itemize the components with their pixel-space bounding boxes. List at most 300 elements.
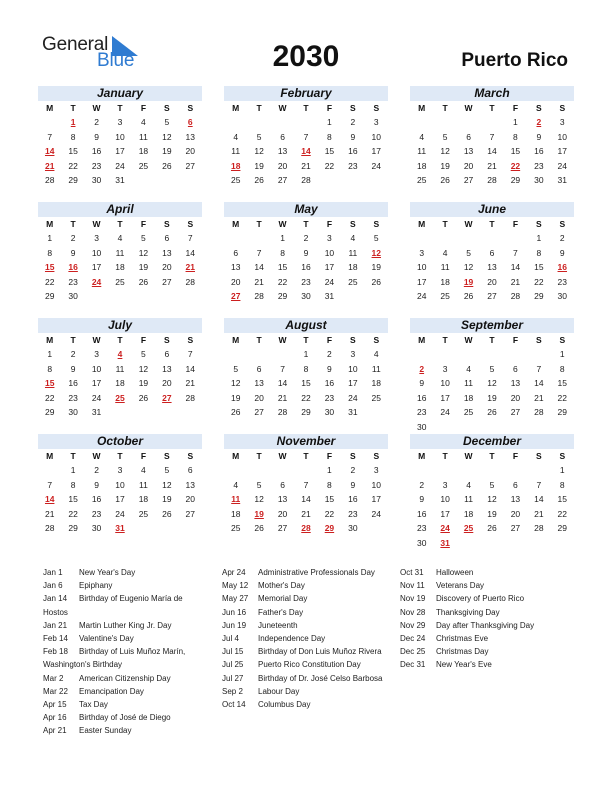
day: 15: [534, 262, 544, 273]
weekday-label: T: [70, 219, 76, 229]
weekday-label: T: [256, 335, 262, 345]
weekday-label: M: [232, 103, 240, 113]
day: 24: [440, 407, 450, 418]
day-grid: [410, 101, 574, 188]
holiday-entry: [400, 645, 580, 658]
day: 9: [559, 247, 565, 258]
day-empty: [480, 115, 503, 130]
weekday-label: M: [232, 219, 240, 229]
holiday-date: Nov 11: [400, 581, 425, 591]
holiday-entry: [43, 619, 203, 632]
day-grid: [410, 449, 574, 551]
brand-logo: [42, 32, 142, 76]
day: 20: [487, 276, 497, 287]
day: 19: [138, 378, 149, 389]
holiday-entry: [222, 579, 397, 592]
day: 5: [141, 349, 146, 359]
day: 31: [91, 407, 102, 418]
day: 26: [254, 523, 264, 534]
day: 14: [510, 262, 521, 273]
day: 14: [487, 146, 497, 157]
weekday-label: T: [442, 451, 448, 461]
holiday-entry: [43, 724, 203, 737]
weekday-label: T: [117, 103, 123, 113]
day-empty: [224, 231, 247, 246]
day: 17: [416, 276, 427, 287]
weekday-label: S: [559, 103, 566, 113]
holiday-day: 16: [557, 262, 568, 273]
holiday-name: Puerto Rico Constitution Day: [258, 660, 361, 670]
day: 5: [489, 479, 495, 490]
day: 9: [94, 479, 99, 490]
holiday-day: 24: [440, 523, 450, 534]
day: 27: [254, 407, 264, 418]
weekday-label: S: [536, 451, 542, 461]
day: 22: [68, 508, 78, 519]
weekday-label: W: [464, 219, 473, 229]
weekday-label: F: [512, 103, 519, 113]
month-january: [38, 86, 202, 188]
holiday-date: Jan 21: [43, 620, 68, 630]
holiday-day: 28: [301, 523, 311, 534]
brand-name-general: General: [42, 34, 109, 55]
weekday-label: M: [418, 219, 426, 229]
weekday-label: T: [303, 103, 309, 113]
holiday-entry: [222, 685, 397, 698]
day: 30: [91, 523, 102, 534]
day: 30: [534, 175, 544, 186]
day: 23: [324, 392, 335, 403]
weekday-label: T: [117, 335, 123, 345]
day: 7: [187, 349, 193, 359]
day: 12: [230, 378, 241, 389]
day: 16: [301, 262, 311, 273]
holiday-day: 2: [419, 363, 425, 374]
day: 23: [68, 392, 78, 403]
day: 17: [557, 146, 568, 157]
day: 9: [419, 378, 425, 389]
weekday-label: S: [350, 219, 356, 229]
day: 14: [185, 363, 196, 374]
day: 8: [559, 363, 565, 374]
month-name: July: [38, 318, 202, 333]
day: 12: [254, 494, 264, 505]
day: 9: [303, 247, 309, 258]
day: 28: [487, 175, 497, 186]
day: 5: [256, 479, 262, 490]
day: 1: [327, 117, 332, 127]
day: 4: [466, 363, 471, 374]
holiday-entry: [222, 566, 397, 579]
day: 1: [536, 233, 542, 243]
weekday-label: T: [303, 335, 309, 345]
weekday-label: S: [164, 103, 170, 113]
day: 8: [70, 131, 76, 142]
holiday-entry: [43, 645, 203, 671]
day: 11: [464, 494, 473, 505]
day: 25: [230, 175, 241, 186]
day: 9: [350, 131, 356, 142]
day: 26: [162, 160, 172, 171]
day: 14: [301, 494, 311, 505]
day: 24: [324, 276, 335, 287]
weekday-label: T: [70, 451, 76, 461]
day-empty: [271, 115, 294, 130]
weekday-label: S: [350, 451, 356, 461]
day: 12: [487, 378, 497, 389]
holiday-name: Birthday of Luis Muñoz Marín, Washington's Birthday: [43, 647, 186, 670]
holiday-date: Dec 31: [400, 660, 426, 670]
weekday-label: M: [46, 451, 54, 461]
month-name: April: [38, 202, 202, 217]
holiday-day: 25: [463, 523, 474, 534]
holiday-entry: [43, 632, 203, 645]
day: 16: [91, 494, 102, 505]
holiday-day: 27: [230, 291, 241, 302]
day: 10: [440, 494, 450, 505]
weekday-label: S: [187, 451, 194, 461]
day: 7: [256, 247, 262, 258]
day: 17: [115, 146, 125, 157]
day: 20: [162, 378, 172, 389]
day: 18: [115, 378, 125, 389]
day: 5: [256, 131, 262, 142]
day-empty: [247, 115, 270, 130]
day: 20: [277, 508, 288, 519]
day: 2: [94, 465, 99, 475]
day: 4: [442, 247, 448, 258]
day: 19: [440, 160, 450, 171]
holiday-day: 31: [115, 523, 125, 534]
holiday-date: Jan 14: [43, 594, 68, 604]
weekday-label: S: [373, 335, 380, 345]
weekday-label: T: [442, 219, 448, 229]
weekday-label: W: [92, 219, 101, 229]
weekday-label: S: [536, 219, 542, 229]
day: 28: [185, 392, 196, 403]
day: 12: [487, 494, 497, 505]
day: 6: [187, 465, 193, 475]
day: 6: [233, 247, 239, 258]
day: 5: [164, 465, 170, 475]
holiday-day: 25: [115, 392, 125, 403]
weekday-label: S: [164, 335, 170, 345]
holiday-entry: [43, 672, 203, 685]
day-empty: [410, 231, 433, 246]
day: 22: [534, 276, 544, 287]
day: 18: [416, 160, 427, 171]
holiday-day: 1: [70, 117, 76, 127]
weekday-label: T: [489, 103, 495, 113]
day: 17: [371, 494, 382, 505]
day: 13: [463, 146, 474, 157]
day: 2: [559, 233, 565, 243]
day: 13: [277, 146, 288, 157]
holiday-name: Labour Day: [258, 686, 300, 696]
day: 11: [139, 131, 148, 142]
day: 7: [187, 233, 193, 243]
day: 27: [487, 291, 497, 302]
day: 4: [350, 233, 356, 243]
day: 7: [536, 479, 542, 490]
day: 6: [256, 363, 262, 374]
day: 1: [327, 465, 332, 475]
day: 4: [233, 131, 239, 142]
month-june: [410, 202, 574, 304]
weekday-label: W: [278, 103, 287, 113]
day-empty: [247, 231, 270, 246]
day: 7: [489, 131, 495, 142]
day: 8: [536, 247, 542, 258]
weekday-label: W: [464, 103, 473, 113]
month-july: [38, 318, 202, 420]
holiday-entry: [222, 632, 397, 645]
weekday-label: M: [232, 335, 240, 345]
weekday-label: T: [442, 103, 448, 113]
holiday-entry: [400, 606, 580, 619]
day: 9: [70, 363, 76, 374]
day: 6: [513, 363, 518, 374]
month-august: [224, 318, 388, 420]
day: 8: [327, 479, 332, 490]
month-october: [38, 434, 202, 536]
weekday-label: T: [256, 451, 262, 461]
holiday-entry: [43, 579, 203, 592]
holiday-date: Jun 19: [222, 620, 247, 630]
day: 8: [513, 131, 518, 142]
weekday-label: T: [489, 451, 495, 461]
day: 26: [230, 407, 241, 418]
day: 27: [277, 175, 288, 186]
day: 23: [534, 160, 544, 171]
day-empty: [457, 347, 480, 362]
day: 10: [115, 131, 125, 142]
day: 26: [463, 291, 474, 302]
weekday-label: F: [326, 103, 333, 113]
day: 7: [303, 131, 309, 142]
day: 28: [534, 523, 544, 534]
day: 16: [68, 378, 78, 389]
day: 27: [185, 160, 196, 171]
weekday-label: W: [92, 451, 101, 461]
weekday-label: T: [256, 219, 262, 229]
day: 27: [510, 407, 521, 418]
day: 12: [162, 479, 172, 490]
day: 30: [68, 291, 78, 302]
day-empty: [410, 347, 433, 362]
day: 23: [348, 160, 358, 171]
day: 1: [47, 233, 53, 243]
day: 11: [348, 247, 358, 258]
holiday-date: Sep 2: [222, 686, 243, 696]
day: 4: [141, 117, 146, 127]
day: 15: [277, 262, 288, 273]
holiday-name: American Citizenship Day: [79, 673, 171, 683]
weekday-label: S: [536, 335, 542, 345]
holiday-day: 31: [440, 537, 450, 548]
holiday-entry: [43, 592, 203, 618]
day: 5: [164, 117, 170, 127]
holiday-day: 6: [187, 117, 193, 127]
day: 21: [487, 160, 497, 171]
month-may: [224, 202, 388, 304]
day: 7: [303, 479, 309, 490]
day: 31: [557, 175, 568, 186]
holiday-name: Administrative Professionals Day: [258, 568, 375, 577]
day: 10: [371, 131, 382, 142]
day: 3: [94, 233, 99, 243]
holiday-day: 18: [230, 160, 241, 171]
day: 11: [440, 262, 450, 273]
holiday-day: 15: [44, 378, 55, 389]
weekday-label: W: [278, 451, 287, 461]
day: 23: [416, 523, 427, 534]
month-november: [224, 434, 388, 536]
day: 18: [138, 494, 149, 505]
day: 2: [350, 465, 356, 475]
day-empty: [527, 463, 550, 478]
day: 29: [68, 175, 78, 186]
day: 16: [91, 146, 102, 157]
weekday-label: W: [278, 335, 287, 345]
day: 22: [557, 508, 568, 519]
day: 9: [536, 131, 542, 142]
day: 2: [419, 479, 425, 490]
day: 3: [327, 233, 332, 243]
holiday-day: 22: [510, 160, 521, 171]
weekday-label: S: [373, 103, 380, 113]
day-empty: [504, 231, 527, 246]
day: 20: [162, 262, 172, 273]
holiday-name: Martin Luther King Jr. Day: [79, 620, 172, 630]
day: 2: [70, 349, 76, 359]
day-empty: [433, 347, 456, 362]
weekday-label: S: [187, 335, 194, 345]
day: 13: [277, 494, 288, 505]
day: 29: [557, 407, 568, 418]
month-september: [410, 318, 574, 435]
holiday-date: Nov 28: [400, 607, 426, 617]
day: 16: [324, 378, 335, 389]
day: 28: [301, 175, 311, 186]
day: 25: [463, 407, 474, 418]
day: 15: [557, 378, 568, 389]
weekday-label: F: [512, 451, 519, 461]
day: 18: [115, 262, 125, 273]
weekday-label: M: [418, 103, 426, 113]
weekday-label: M: [46, 103, 54, 113]
day: 21: [534, 392, 544, 403]
weekday-label: T: [489, 219, 495, 229]
day: 25: [230, 523, 241, 534]
holiday-day: 15: [44, 262, 55, 273]
weekday-label: S: [536, 103, 542, 113]
weekday-label: S: [350, 335, 356, 345]
holiday-day: 12: [371, 247, 382, 258]
holiday-date: Mar 22: [43, 686, 68, 696]
day: 12: [440, 146, 450, 157]
day-empty: [433, 115, 456, 130]
day: 5: [466, 247, 471, 258]
month-name: March: [410, 86, 574, 101]
day: 15: [324, 494, 335, 505]
day: 26: [138, 392, 149, 403]
weekday-label: M: [46, 219, 54, 229]
day: 13: [510, 494, 521, 505]
day-empty: [224, 115, 247, 130]
holiday-day: 24: [91, 276, 102, 287]
day: 5: [442, 131, 448, 142]
holiday-entry: [43, 685, 203, 698]
day: 12: [463, 262, 474, 273]
weekday-label: S: [373, 219, 380, 229]
weekday-label: M: [418, 335, 426, 345]
day: 19: [162, 494, 172, 505]
holiday-entry: [400, 592, 580, 605]
day: 3: [350, 349, 356, 359]
day: 1: [280, 233, 285, 243]
day: 18: [463, 392, 474, 403]
day: 23: [557, 276, 568, 287]
day: 30: [91, 175, 102, 186]
holiday-list-column-2: [222, 566, 397, 711]
day-empty: [480, 347, 503, 362]
day: 12: [162, 131, 172, 142]
day: 13: [254, 378, 264, 389]
day: 4: [466, 479, 471, 490]
holiday-date: Mar 2: [43, 673, 64, 683]
day-empty: [410, 463, 433, 478]
day: 24: [115, 508, 125, 519]
day: 24: [371, 160, 382, 171]
day: 21: [185, 378, 196, 389]
holiday-name: Birthday of Eugenio María de Hostos: [43, 594, 183, 617]
day: 20: [463, 160, 474, 171]
day: 17: [91, 378, 102, 389]
day: 8: [47, 363, 53, 374]
weekday-label: T: [117, 219, 123, 229]
day: 19: [254, 160, 264, 171]
weekday-label: F: [140, 219, 147, 229]
day: 5: [489, 363, 495, 374]
holiday-date: Nov 29: [400, 620, 426, 630]
day: 25: [440, 291, 450, 302]
day: 13: [510, 378, 521, 389]
day: 3: [442, 363, 448, 374]
day: 9: [350, 479, 356, 490]
weekday-label: T: [70, 103, 76, 113]
weekday-label: S: [164, 219, 170, 229]
day: 29: [510, 175, 521, 186]
day: 14: [534, 494, 544, 505]
holiday-name: Emancipation Day: [79, 686, 144, 696]
day: 28: [185, 276, 196, 287]
holiday-day: 21: [44, 160, 55, 171]
day: 20: [185, 494, 196, 505]
holiday-name: Valentine's Day: [79, 634, 134, 644]
day: 25: [115, 276, 125, 287]
day: 8: [70, 479, 76, 490]
month-name: October: [38, 434, 202, 449]
day: 6: [513, 479, 518, 490]
weekday-label: F: [512, 219, 519, 229]
day-grid: [38, 333, 202, 420]
day: 30: [557, 291, 568, 302]
weekday-label: S: [164, 451, 170, 461]
month-name: May: [224, 202, 388, 217]
weekday-label: W: [464, 335, 473, 345]
day: 28: [277, 407, 288, 418]
